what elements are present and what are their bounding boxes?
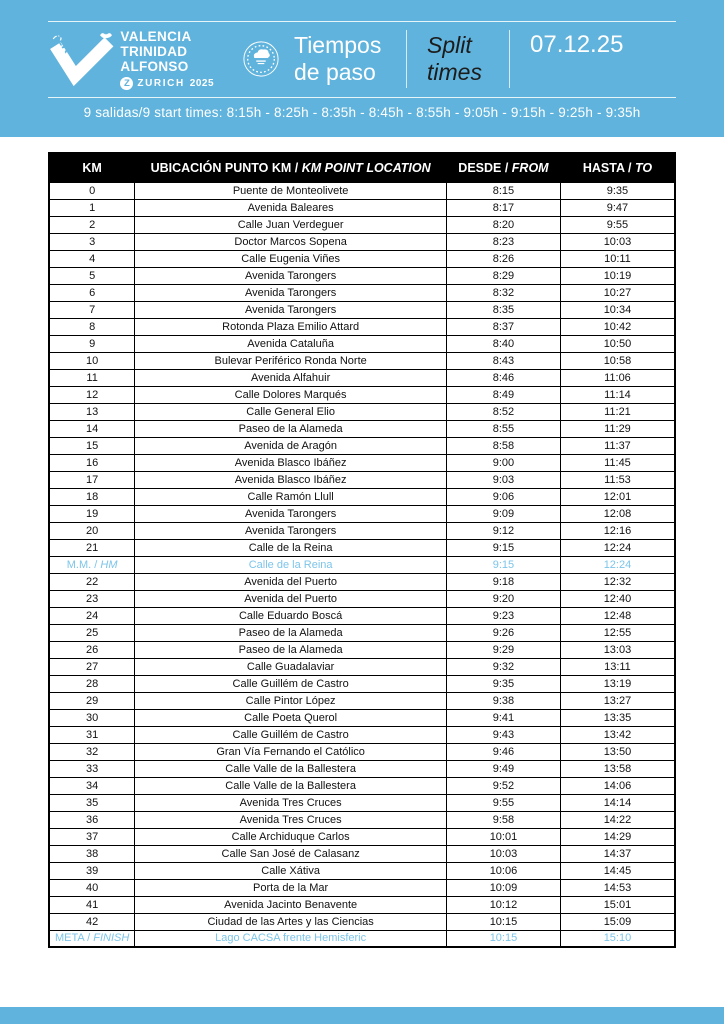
cell-location: Calle Ramón Llull <box>135 488 447 505</box>
cell-from: 9:15 <box>447 556 561 573</box>
cell-from: 8:37 <box>447 318 561 335</box>
table-row <box>49 777 675 794</box>
cell-km: 13 <box>49 403 135 420</box>
start-times-text: 9 salidas/9 start times: 8:15h - 8:25h - 8:35h - 8:45h - 8:55h - 9:05h - 9:15h - 9:25h - 9:35h <box>83 105 641 120</box>
cell-location: Calle de la Reina <box>135 556 447 573</box>
42k-checkmark-icon <box>48 27 116 91</box>
cell-to: 11:53 <box>560 471 675 488</box>
cell-to: 14:37 <box>560 845 675 862</box>
cell-from: 9:03 <box>447 471 561 488</box>
cell-km: 27 <box>49 658 135 675</box>
cell-km: 31 <box>49 726 135 743</box>
table-row <box>49 590 675 607</box>
cell-location: Calle Poeta Querol <box>135 709 447 726</box>
table-row <box>49 641 675 658</box>
cell-location: Avenida Alfahuir <box>135 369 447 386</box>
cell-to: 14:53 <box>560 879 675 896</box>
cell-to: 15:01 <box>560 896 675 913</box>
cell-from: 10:09 <box>447 879 561 896</box>
cell-from: 8:52 <box>447 403 561 420</box>
table-row <box>49 692 675 709</box>
cell-km: 4 <box>49 250 135 267</box>
cell-to: 12:08 <box>560 505 675 522</box>
cell-from: 9:20 <box>447 590 561 607</box>
cell-to: 13:11 <box>560 658 675 675</box>
cell-location: Avenida del Puerto <box>135 573 447 590</box>
cell-km: 35 <box>49 794 135 811</box>
cell-location: Calle Guillém de Castro <box>135 675 447 692</box>
column-header: HASTA / TO <box>560 153 675 182</box>
cell-from: 9:38 <box>447 692 561 709</box>
cell-location: Avenida Tarongers <box>135 284 447 301</box>
cell-km: 17 <box>49 471 135 488</box>
cell-km: 12 <box>49 386 135 403</box>
event-logo <box>48 27 280 91</box>
cell-to: 13:03 <box>560 641 675 658</box>
cell-location: Avenida del Puerto <box>135 590 447 607</box>
table-row <box>49 403 675 420</box>
table-row <box>49 896 675 913</box>
table-row <box>49 522 675 539</box>
cell-km: 30 <box>49 709 135 726</box>
cell-from: 10:12 <box>447 896 561 913</box>
cell-to: 9:35 <box>560 182 675 199</box>
cell-location: Avenida Blasco Ibáñez <box>135 454 447 471</box>
cell-from: 9:52 <box>447 777 561 794</box>
cell-location: Calle Juan Verdeguer <box>135 216 447 233</box>
cell-to: 11:37 <box>560 437 675 454</box>
edition-year: 2025 <box>189 77 215 89</box>
table-row <box>49 811 675 828</box>
cell-from: 9:06 <box>447 488 561 505</box>
cell-from: 9:15 <box>447 539 561 556</box>
cell-from: 9:12 <box>447 522 561 539</box>
cell-location: Doctor Marcos Sopena <box>135 233 447 250</box>
column-header: DESDE / FROM <box>447 153 561 182</box>
cell-to: 11:21 <box>560 403 675 420</box>
cell-from: 8:20 <box>447 216 561 233</box>
table-row <box>49 573 675 590</box>
cell-location: Bulevar Periférico Ronda Norte <box>135 352 447 369</box>
cell-km: 2 <box>49 216 135 233</box>
cell-km: 19 <box>49 505 135 522</box>
cell-from: 9:43 <box>447 726 561 743</box>
cell-km: 34 <box>49 777 135 794</box>
cell-to: 11:06 <box>560 369 675 386</box>
table-row <box>49 488 675 505</box>
cell-to: 10:11 <box>560 250 675 267</box>
cell-to: 12:24 <box>560 556 675 573</box>
cell-to: 10:27 <box>560 284 675 301</box>
cell-km: 25 <box>49 624 135 641</box>
table-row <box>49 743 675 760</box>
sponsor-name: ZURICH <box>137 77 185 89</box>
cell-km: 15 <box>49 437 135 454</box>
cell-from: 9:18 <box>447 573 561 590</box>
cell-location: Calle Pintor López <box>135 692 447 709</box>
cell-from: 9:26 <box>447 624 561 641</box>
page-title-english: Split times <box>427 32 482 85</box>
cell-km: 9 <box>49 335 135 352</box>
cell-to: 10:19 <box>560 267 675 284</box>
cell-location: Avenida Tres Cruces <box>135 811 447 828</box>
cell-from: 10:03 <box>447 845 561 862</box>
table-row <box>49 709 675 726</box>
bat-icon <box>100 33 112 38</box>
cell-to: 10:42 <box>560 318 675 335</box>
cell-km: 40 <box>49 879 135 896</box>
vertical-divider <box>509 30 510 88</box>
cell-location: Porta de la Mar <box>135 879 447 896</box>
cell-km: 5 <box>49 267 135 284</box>
cell-from: 10:15 <box>447 930 561 947</box>
cell-location: Paseo de la Alameda <box>135 624 447 641</box>
cell-location: Calle Eugenia Viñes <box>135 250 447 267</box>
sponsor-row <box>120 77 236 90</box>
cell-to: 9:47 <box>560 199 675 216</box>
cell-location: Paseo de la Alameda <box>135 641 447 658</box>
table-row <box>49 284 675 301</box>
table-row <box>49 369 675 386</box>
cell-from: 9:23 <box>447 607 561 624</box>
table-row <box>49 675 675 692</box>
cell-km: 1 <box>49 199 135 216</box>
cell-km: 22 <box>49 573 135 590</box>
cell-km: 39 <box>49 862 135 879</box>
cell-km: 33 <box>49 760 135 777</box>
cell-from: 10:06 <box>447 862 561 879</box>
cell-km: 24 <box>49 607 135 624</box>
cell-location: Avenida Blasco Ibáñez <box>135 471 447 488</box>
cell-from: 8:26 <box>447 250 561 267</box>
cell-location: Calle San José de Calasanz <box>135 845 447 862</box>
cell-location: Paseo de la Alameda <box>135 420 447 437</box>
cell-from: 8:23 <box>447 233 561 250</box>
cell-from: 8:32 <box>447 284 561 301</box>
table-header-row <box>49 153 675 182</box>
cell-from: 9:29 <box>447 641 561 658</box>
cell-location: Lago CACSA frente Hemisferic <box>135 930 447 947</box>
cell-location: Calle Valle de la Ballestera <box>135 760 447 777</box>
cell-to: 12:55 <box>560 624 675 641</box>
table-row <box>49 437 675 454</box>
logo-mark-label: 42K <box>51 28 76 56</box>
cell-location: Calle Dolores Marqués <box>135 386 447 403</box>
cell-to: 14:45 <box>560 862 675 879</box>
cell-from: 8:35 <box>447 301 561 318</box>
table-row <box>49 539 675 556</box>
table-row <box>49 420 675 437</box>
cell-to: 13:58 <box>560 760 675 777</box>
cell-km: 21 <box>49 539 135 556</box>
cell-km: 23 <box>49 590 135 607</box>
table-row <box>49 301 675 318</box>
header-banner <box>0 0 724 137</box>
table-row <box>49 454 675 471</box>
middle-rule <box>48 97 676 98</box>
cell-from: 9:55 <box>447 794 561 811</box>
cell-km: 10 <box>49 352 135 369</box>
cell-km: 29 <box>49 692 135 709</box>
column-header: KM <box>49 153 135 182</box>
cell-location: Puente de Monteolivete <box>135 182 447 199</box>
cell-km: 36 <box>49 811 135 828</box>
cell-km: 32 <box>49 743 135 760</box>
cell-from: 8:49 <box>447 386 561 403</box>
cell-location: Avenida Tarongers <box>135 505 447 522</box>
table-row <box>49 471 675 488</box>
table-row <box>49 658 675 675</box>
cell-to: 12:16 <box>560 522 675 539</box>
cell-location: Calle General Elio <box>135 403 447 420</box>
cell-location: Ciudad de las Artes y las Ciencias <box>135 913 447 930</box>
table-row <box>49 216 675 233</box>
cell-to: 12:32 <box>560 573 675 590</box>
cell-km: 26 <box>49 641 135 658</box>
cell-from: 8:40 <box>447 335 561 352</box>
cell-from: 8:46 <box>447 369 561 386</box>
table-row <box>49 624 675 641</box>
cell-to: 10:50 <box>560 335 675 352</box>
cell-to: 10:58 <box>560 352 675 369</box>
cell-from: 8:58 <box>447 437 561 454</box>
cell-location: Avenida Tarongers <box>135 267 447 284</box>
cell-location: Avenida de Aragón <box>135 437 447 454</box>
cell-to: 12:24 <box>560 539 675 556</box>
cell-to: 13:35 <box>560 709 675 726</box>
cell-location: Calle Guillém de Castro <box>135 726 447 743</box>
cell-to: 12:48 <box>560 607 675 624</box>
table-row <box>49 352 675 369</box>
cell-location: Avenida Cataluña <box>135 335 447 352</box>
cell-location: Avenida Tarongers <box>135 522 447 539</box>
cell-km: 14 <box>49 420 135 437</box>
cell-to: 11:29 <box>560 420 675 437</box>
cell-to: 10:34 <box>560 301 675 318</box>
table-row <box>49 879 675 896</box>
cell-from: 9:46 <box>447 743 561 760</box>
table-row <box>49 913 675 930</box>
cell-to: 11:45 <box>560 454 675 471</box>
event-date: 07.12.25 <box>530 31 624 58</box>
table-row <box>49 828 675 845</box>
cell-location: Calle Guadalaviar <box>135 658 447 675</box>
cell-to: 14:14 <box>560 794 675 811</box>
cell-to: 14:06 <box>560 777 675 794</box>
cell-km: 41 <box>49 896 135 913</box>
table-row <box>49 386 675 403</box>
cell-km: 11 <box>49 369 135 386</box>
cell-km: 3 <box>49 233 135 250</box>
cell-from: 9:41 <box>447 709 561 726</box>
table-row <box>49 607 675 624</box>
cell-to: 14:22 <box>560 811 675 828</box>
zurich-z-icon: Z <box>120 77 133 90</box>
table-row <box>49 726 675 743</box>
table-row <box>49 845 675 862</box>
cell-location: Rotonda Plaza Emilio Attard <box>135 318 447 335</box>
cell-from: 9:35 <box>447 675 561 692</box>
cell-km: 8 <box>49 318 135 335</box>
cell-location: Avenida Jacinto Benavente <box>135 896 447 913</box>
page-title-spanish: Tiempos de paso <box>294 32 382 85</box>
cell-from: 9:32 <box>447 658 561 675</box>
cell-to: 9:55 <box>560 216 675 233</box>
event-seal-icon <box>242 40 280 78</box>
cell-km: 16 <box>49 454 135 471</box>
cell-from: 8:17 <box>447 199 561 216</box>
split-times-table <box>48 152 676 948</box>
cell-from: 10:01 <box>447 828 561 845</box>
cell-km: 42 <box>49 913 135 930</box>
table-row <box>49 233 675 250</box>
logo-text <box>120 29 236 90</box>
table-row <box>49 794 675 811</box>
cell-km: META / FINISH <box>49 930 135 947</box>
cell-location: Calle Archiduque Carlos <box>135 828 447 845</box>
cell-to: 13:50 <box>560 743 675 760</box>
table-row <box>49 267 675 284</box>
cell-km: 20 <box>49 522 135 539</box>
table-row <box>49 335 675 352</box>
cell-km: 6 <box>49 284 135 301</box>
cell-location: Calle Xátiva <box>135 862 447 879</box>
footer-band <box>0 1007 724 1024</box>
table-row <box>49 199 675 216</box>
cell-to: 12:01 <box>560 488 675 505</box>
cell-km: M.M. / HM <box>49 556 135 573</box>
table-row <box>49 318 675 335</box>
cell-to: 15:09 <box>560 913 675 930</box>
table-body <box>49 182 675 947</box>
cell-to: 13:27 <box>560 692 675 709</box>
cell-location: Avenida Baleares <box>135 199 447 216</box>
cell-from: 8:43 <box>447 352 561 369</box>
column-header: UBICACIÓN PUNTO KM / KM POINT LOCATION <box>135 153 447 182</box>
table-row <box>49 930 675 947</box>
cell-to: 13:42 <box>560 726 675 743</box>
cell-to: 14:29 <box>560 828 675 845</box>
banner-content <box>48 26 676 92</box>
cell-km: 18 <box>49 488 135 505</box>
cell-to: 10:03 <box>560 233 675 250</box>
cell-to: 12:40 <box>560 590 675 607</box>
cell-km: 28 <box>49 675 135 692</box>
table-row <box>49 862 675 879</box>
table-row <box>49 250 675 267</box>
table-row <box>49 760 675 777</box>
cell-location: Calle Valle de la Ballestera <box>135 777 447 794</box>
vertical-divider <box>406 30 407 88</box>
cell-from: 9:49 <box>447 760 561 777</box>
cell-location: Gran Vía Fernando el Católico <box>135 743 447 760</box>
cell-km: 38 <box>49 845 135 862</box>
table-row <box>49 556 675 573</box>
cell-to: 13:19 <box>560 675 675 692</box>
cell-to: 11:14 <box>560 386 675 403</box>
cell-location: Avenida Tres Cruces <box>135 794 447 811</box>
logo-line1: VALENCIA <box>120 28 192 44</box>
table-row <box>49 505 675 522</box>
cell-location: Calle Eduardo Boscá <box>135 607 447 624</box>
cell-km: 0 <box>49 182 135 199</box>
table-row <box>49 182 675 199</box>
cell-km: 7 <box>49 301 135 318</box>
cell-from: 8:55 <box>447 420 561 437</box>
cell-from: 9:58 <box>447 811 561 828</box>
cell-km: 37 <box>49 828 135 845</box>
cell-from: 8:15 <box>447 182 561 199</box>
cell-location: Avenida Tarongers <box>135 301 447 318</box>
cell-from: 9:09 <box>447 505 561 522</box>
cell-from: 8:29 <box>447 267 561 284</box>
cell-to: 15:10 <box>560 930 675 947</box>
logo-line2: TRINIDAD ALFONSO <box>120 43 189 74</box>
cell-from: 10:15 <box>447 913 561 930</box>
top-rule <box>48 21 676 22</box>
cell-from: 9:00 <box>447 454 561 471</box>
cell-location: Calle de la Reina <box>135 539 447 556</box>
